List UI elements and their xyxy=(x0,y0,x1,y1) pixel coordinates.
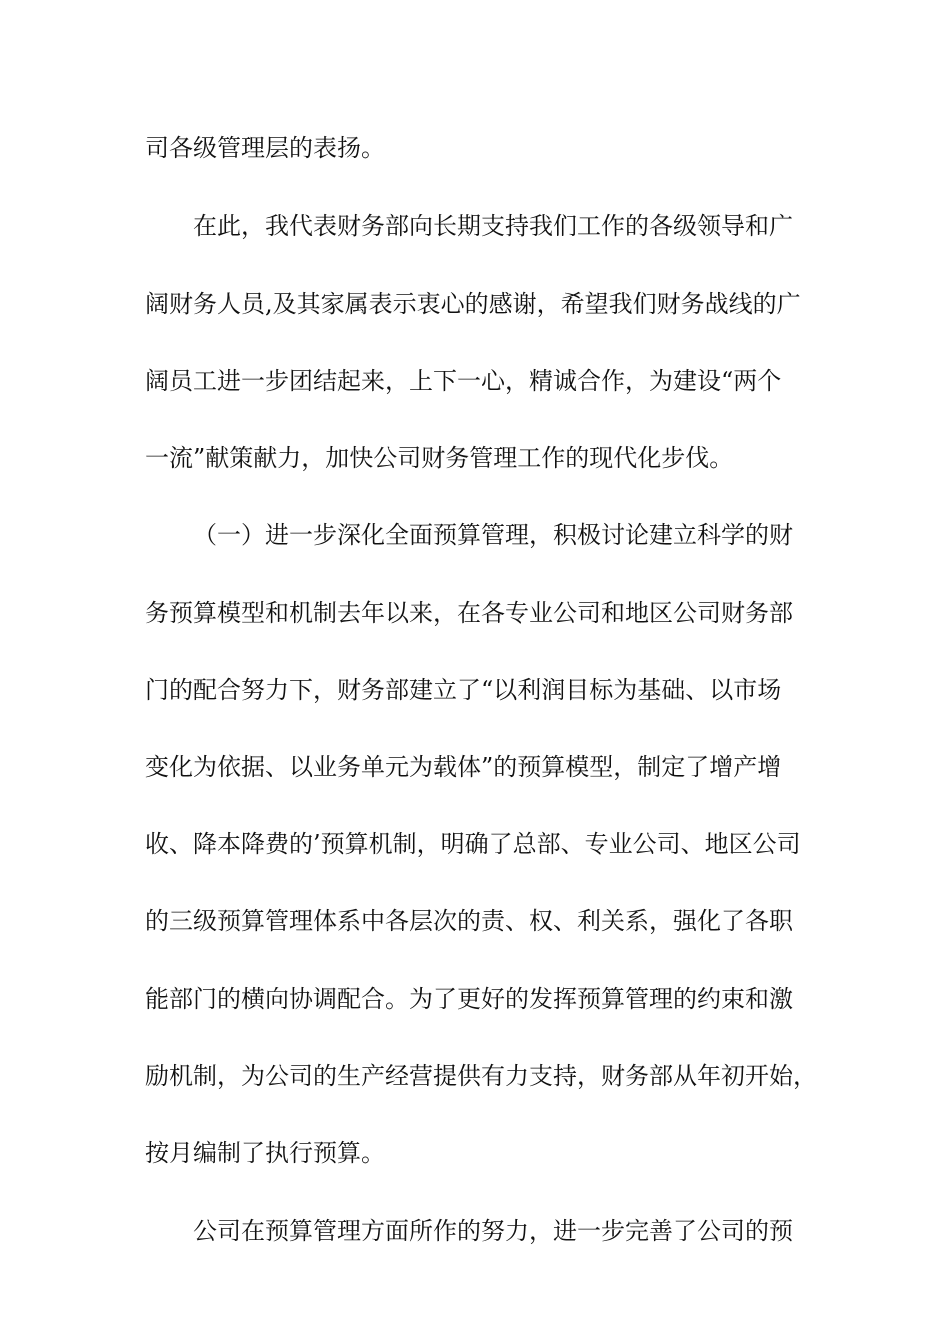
text-line xyxy=(0,593,950,633)
text-line-content: 能部门的横向协调配合。为了更好的发挥预算管理的约束和激 xyxy=(145,985,793,1013)
text-line-content: 励机制，为公司的生产经营提供有力支持，财务部从年初开始， xyxy=(145,1062,817,1090)
text-line xyxy=(0,901,950,941)
text-line-content: 收、降本降费的’预算机制，明确了总部、专业公司、地区公司 xyxy=(145,830,801,858)
text-line xyxy=(0,1056,950,1096)
text-line-content: 在此，我代表财务部向长期支持我们工作的各级领导和广 xyxy=(193,212,793,240)
text-line-content: 司各级管理层的表扬。 xyxy=(145,134,385,162)
text-line-content: 阔员工进一步团结起来，上下一心，精诚合作，为建设“两个 xyxy=(145,367,782,395)
text-line xyxy=(0,515,950,555)
text-line xyxy=(0,670,950,710)
text-line xyxy=(0,824,950,864)
text-line-content: 阔财务人员,及其家属表示衷心的感谢，希望我们财务战线的广 xyxy=(145,290,801,318)
text-line xyxy=(0,438,950,478)
text-line-content: 一流”献策献力，加快公司财务管理工作的现代化步伐。 xyxy=(145,444,734,472)
text-line xyxy=(0,979,950,1019)
text-line xyxy=(0,1211,950,1251)
text-line xyxy=(0,747,950,787)
text-line xyxy=(0,1133,950,1173)
text-line-content: 变化为依据、以业务单元为载体”的预算模型，制定了增产增 xyxy=(145,753,782,781)
text-line-content: 门的配合努力下，财务部建立了“以利润目标为基础、以市场 xyxy=(145,676,782,704)
text-line xyxy=(0,128,950,168)
text-line-content: 务预算模型和机制去年以来，在各专业公司和地区公司财务部 xyxy=(145,599,793,627)
text-line-content: 的三级预算管理体系中各层次的责、权、利关系，强化了各职 xyxy=(145,907,793,935)
text-line xyxy=(0,206,950,246)
text-line-content: （一）进一步深化全面预算管理，积极讨论建立科学的财 xyxy=(193,521,793,549)
text-line xyxy=(0,284,950,324)
text-line-content: 按月编制了执行预算。 xyxy=(145,1139,385,1167)
text-line xyxy=(0,361,950,401)
text-line-content: 公司在预算管理方面所作的努力，进一步完善了公司的预 xyxy=(193,1217,793,1245)
